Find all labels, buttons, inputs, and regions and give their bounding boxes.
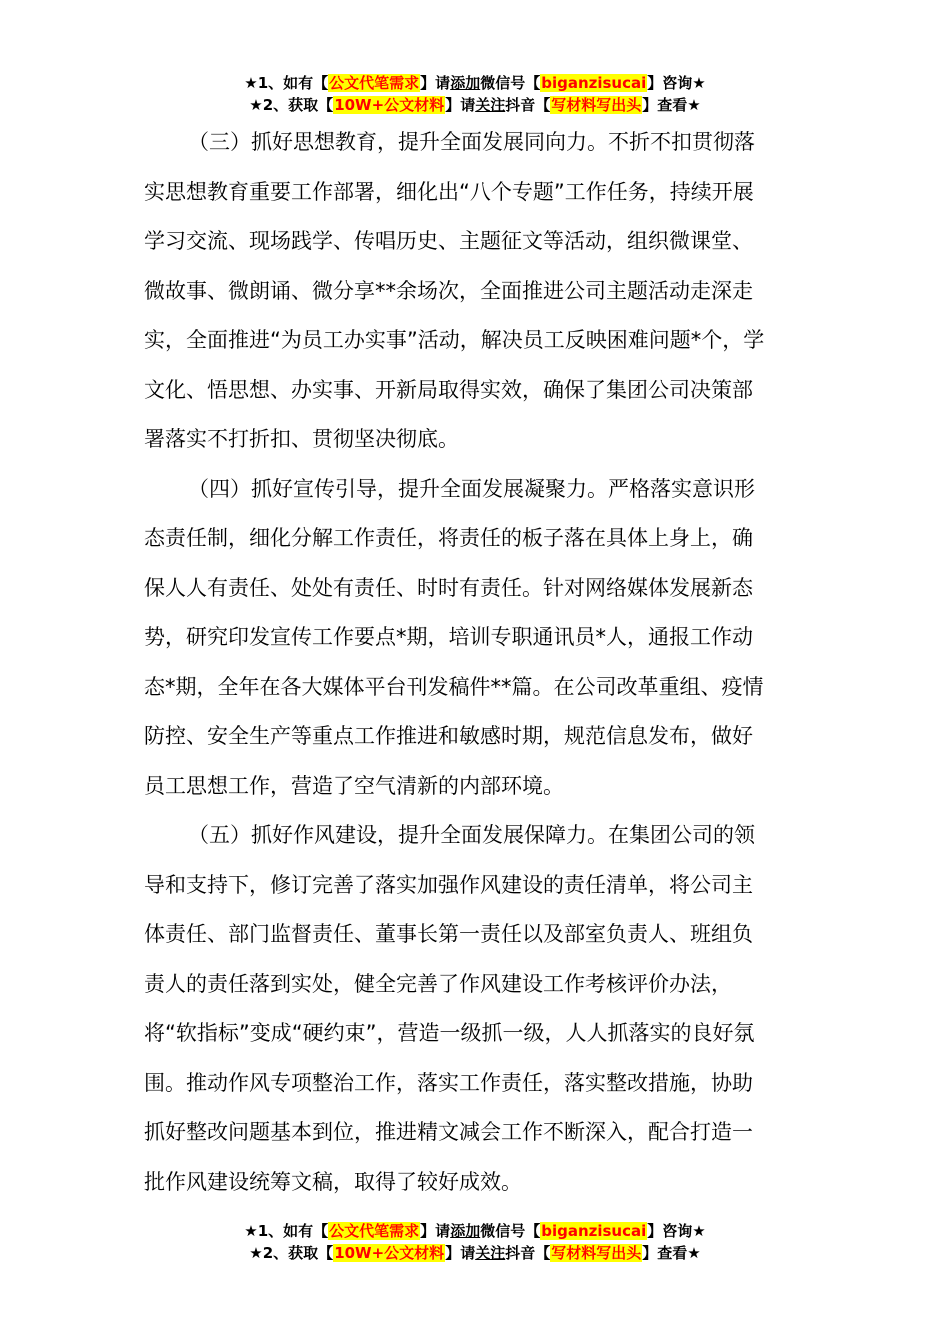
- top-banner: [0, 72, 950, 116]
- banner-line-2: [0, 1242, 950, 1264]
- text-line: （五）抓好作风建设，提升全面发展保障力。在集团公司的领: [188, 823, 755, 847]
- document-body: [144, 118, 808, 1207]
- text-line: 学习交流、现场践学、传唱历史、主题征文等活动，组织微课堂、: [144, 229, 753, 253]
- paragraph-3: [144, 118, 808, 465]
- banner-highlight: 公文代笔需求: [329, 74, 420, 92]
- banner-emphasis: 添加: [450, 74, 481, 92]
- banner-text: ★2、获取【: [249, 96, 334, 114]
- banner-text: 抖音【: [505, 1244, 551, 1262]
- banner-emphasis: 关注: [475, 96, 506, 114]
- text-line: 抓好整改问题基本到位，推进精文减会工作不断深入，配合打造一: [144, 1120, 753, 1144]
- text-line: 署落实不打折扣、贯彻坚决彻底。: [144, 427, 459, 451]
- banner-highlight: 10W+公文材料: [334, 1244, 445, 1262]
- banner-highlight: 10W+公文材料: [334, 96, 445, 114]
- banner-highlight: 写材料写出头: [551, 1244, 642, 1262]
- banner-text: ★2、获取【: [249, 1244, 334, 1262]
- banner-emphasis: 添加: [450, 1222, 481, 1240]
- text-line: 将“软指标”变成“硬约束”，营造一级抓一级，人人抓落实的良好氛: [144, 1021, 755, 1045]
- text-line: （三）抓好思想教育，提升全面发展同向力。不折不扣贯彻落: [188, 130, 755, 154]
- banner-text: 微信号【: [480, 1222, 541, 1240]
- text-line: 责人的责任落到实处，健全完善了作风建设工作考核评价办法，: [144, 971, 732, 996]
- text-line: 势，研究印发宣传工作要点*期，培训专职通讯员*人，通报工作动: [144, 625, 753, 649]
- banner-text: 】请: [420, 1222, 451, 1240]
- banner-text: 】咨询★: [647, 74, 706, 92]
- bottom-banner: [0, 1220, 950, 1264]
- text-line: 文化、悟思想、办实事、开新局取得实效，确保了集团公司决策部: [144, 377, 753, 402]
- banner-highlight: biganzisucai: [541, 1222, 647, 1240]
- banner-highlight: 写材料写出头: [551, 96, 642, 114]
- text-line: 保人人有责任、处处有责任、时时有责任。针对网络媒体发展新态: [144, 575, 753, 600]
- banner-text: 】请: [445, 96, 476, 114]
- banner-line-1: [0, 72, 950, 94]
- banner-text: 】请: [445, 1244, 476, 1262]
- banner-text: ★1、如有【: [244, 74, 329, 92]
- banner-highlight: 公文代笔需求: [329, 1222, 420, 1240]
- text-line: 态*期，全年在各大媒体平台刊发稿件**篇。在公司改革重组、疫情: [144, 674, 764, 699]
- text-line: 体责任、部门监督责任、董事长第一责任以及部室负责人、班组负: [144, 922, 753, 946]
- banner-text: ★1、如有【: [244, 1222, 329, 1240]
- text-line: （四）抓好宣传引导，提升全面发展凝聚力。严格落实意识形: [188, 476, 755, 501]
- text-line: 围。推动作风专项整治工作，落实工作责任，落实整改措施，协助: [144, 1070, 753, 1095]
- banner-emphasis: 关注: [475, 1244, 506, 1262]
- text-line: 实，全面推进“为员工办实事”活动，解决员工反映困难问题*个，学: [144, 328, 765, 352]
- banner-highlight: biganzisucai: [541, 74, 647, 92]
- banner-line-2: [0, 94, 950, 116]
- text-line: 批作风建设统筹文稿，取得了较好成效。: [144, 1169, 522, 1194]
- banner-text: 】咨询★: [647, 1222, 706, 1240]
- text-line: 员工思想工作，营造了空气清新的内部环境。: [144, 773, 564, 798]
- paragraph-4: [144, 465, 808, 812]
- banner-text: 抖音【: [505, 96, 551, 114]
- banner-text: 】请: [420, 74, 451, 92]
- paragraph-5: [144, 811, 808, 1207]
- text-line: 防控、安全生产等重点工作推进和敏感时期，规范信息发布，做好: [144, 724, 753, 748]
- banner-text: 】查看★: [642, 96, 701, 114]
- banner-text: 】查看★: [642, 1244, 701, 1262]
- text-line: 微故事、微朗诵、微分享**余场次，全面推进公司主题活动走深走: [144, 278, 753, 303]
- text-line: 实思想教育重要工作部署，细化出“八个专题”工作任务，持续开展: [144, 179, 754, 204]
- banner-line-1: [0, 1220, 950, 1242]
- text-line: 导和支持下，修订完善了落实加强作风建设的责任清单，将公司主: [144, 872, 753, 897]
- text-line: 态责任制，细化分解工作责任，将责任的板子落在具体上身上，确: [144, 526, 753, 550]
- banner-text: 微信号【: [480, 74, 541, 92]
